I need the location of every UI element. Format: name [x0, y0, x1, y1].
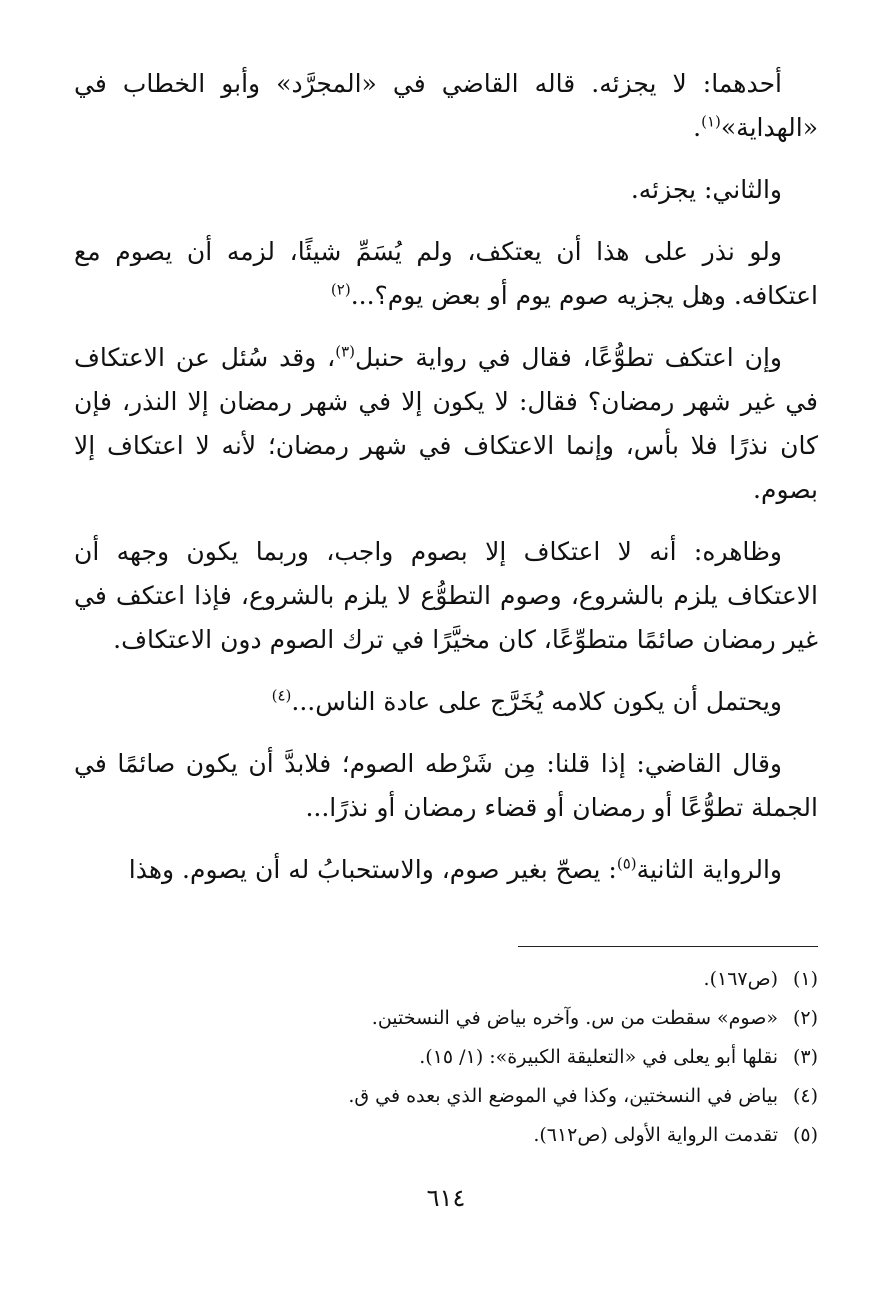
paragraph-5	[74, 530, 818, 662]
footnote-text: «صوم» سقطت من س. وآخره بياض في النسختين.	[371, 1007, 778, 1029]
paragraph-2-text: والثاني: يجزئه.	[630, 175, 782, 204]
paragraph-1-text: أحدهما: لا يجزئه. قاله القاضي في «المجرَّد» وأبو الخطاب في «الهداية»	[74, 69, 818, 142]
main-text	[74, 62, 818, 892]
paragraph-1	[74, 62, 818, 150]
footnote-text: بياض في النسختين، وكذا في الموضع الذي بعده في ق.	[348, 1085, 778, 1107]
footnote-ref-3: (٣)	[335, 342, 355, 361]
book-page	[74, 62, 818, 1262]
footnote-5	[74, 1116, 818, 1155]
paragraph-7	[74, 742, 818, 830]
paragraph-1-tail: .	[693, 113, 702, 142]
footnote-number: (٥)	[792, 1124, 818, 1146]
paragraph-8-tail: : يصحّ بغير صوم، والاستحبابُ له أن يصوم. وهذا	[128, 855, 617, 884]
paragraph-6	[74, 680, 818, 724]
page-number: ٦١٤	[426, 1184, 466, 1212]
paragraph-4	[74, 336, 818, 512]
paragraph-7-text: وقال القاضي: إذا قلنا: مِن شَرْطه الصوم؛ فلابدَّ أن يكون صائمًا في الجملة تطوُّعًا أو رمضان أو قضاء رمضان أو نذرًا...	[74, 749, 818, 822]
footnote-ref-4: (٤)	[271, 686, 292, 705]
footnote-4	[74, 1077, 818, 1116]
paragraph-2	[74, 168, 818, 212]
footnote-text: (ص١٦٧).	[703, 968, 778, 990]
footnote-number: (٢)	[792, 1007, 818, 1029]
footnote-ref-2: (٢)	[330, 280, 351, 299]
footnote-ref-1: (١)	[701, 112, 721, 131]
footnote-number: (٤)	[792, 1085, 818, 1107]
footnote-ref-5: (٥)	[616, 854, 637, 873]
footnote-separator	[518, 946, 818, 947]
footnote-text: نقلها أبو يعلى في «التعليقة الكبيرة»: (١/ ١٥).	[419, 1046, 778, 1068]
paragraph-5-text: وظاهره: أنه لا اعتكاف إلا بصوم واجب، وربما يكون وجهه أن الاعتكاف يلزم بالشروع، وصوم التطوُّع لا يلزم بالشروع، فإذا اعتكف في غير رمضان صائمًا متطوِّعًا، كان مخيَّرًا في ترك الصوم دون الاعتكاف.	[74, 537, 818, 654]
paragraph-3-text: ولو نذر على هذا أن يعتكف، ولم يُسَمِّ شيئًا، لزمه أن يصوم مع اعتكافه. وهل يجزيه صوم يوم أو بعض يوم؟...	[74, 237, 818, 310]
paragraph-8	[74, 848, 818, 892]
footnote-number: (٣)	[792, 1046, 818, 1068]
footnote-1	[74, 960, 818, 999]
paragraph-4-tail: ، وقد سُئل عن الاعتكاف في غير شهر رمضان؟ فقال: لا يكون إلا في شهر رمضان إلا النذر، فإن كان نذرًا فلا بأس، وإنما الاعتكاف في شهر رمضان؛ لأنه لا اعتكاف إلا بصوم.	[74, 343, 818, 504]
paragraph-6-text: ويحتمل أن يكون كلامه يُخَرَّج على عادة الناس...	[291, 687, 782, 716]
footnote-number: (١)	[792, 968, 818, 990]
footnote-3	[74, 1038, 818, 1077]
paragraph-3	[74, 230, 818, 318]
footnotes	[74, 960, 818, 1155]
paragraph-4-text: وإن اعتكف تطوُّعًا، فقال في رواية حنبل	[355, 343, 782, 372]
paragraph-8-text: والرواية الثانية	[636, 855, 782, 884]
footnote-2	[74, 999, 818, 1038]
footnote-text: تقدمت الرواية الأولى (ص٦١٢).	[533, 1124, 778, 1146]
